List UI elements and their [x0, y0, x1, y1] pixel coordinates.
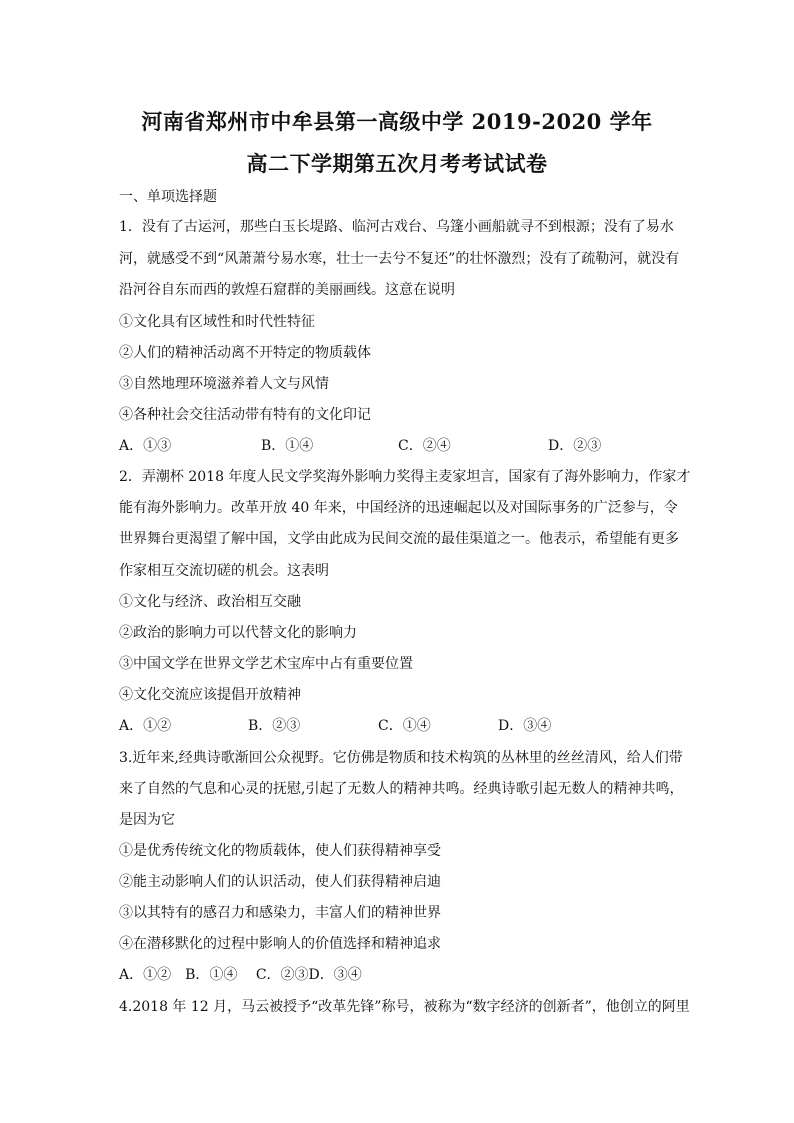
- q1-item: ④各种社会交往活动带有特有的文化印记: [119, 407, 371, 423]
- q2-option-a: A．①②: [119, 718, 172, 734]
- q1-option-c: C．②④: [398, 438, 451, 454]
- q2-stem-line: 能有海外影响力。改革开放 40 年来，中国经济的迅速崛起以及对国际事务的广泛参与，令: [119, 500, 678, 516]
- q1-item: ②人们的精神活动离不开特定的物质载体: [119, 345, 371, 361]
- q1-stem-line: 1．没有了古运河，那些白玉长堤路、临河古戏台、乌篷小画船就寻不到根源；没有了易水: [119, 219, 674, 235]
- q2-stem-line: 作家相互交流切磋的机会。这表明: [119, 563, 329, 579]
- q2-option-c: C．①④: [378, 718, 431, 734]
- q1-option-a: A．①③: [119, 438, 172, 454]
- q3-options: A．①② B．①④ C．②③D．③④: [119, 967, 362, 983]
- q3-item: ②能主动影响人们的认识活动，使人们获得精神启迪: [119, 874, 441, 890]
- q3-item: ④在潜移默化的过程中影响人的价值选择和精神追求: [119, 936, 441, 952]
- q2-item: ④文化交流应该提倡开放精神: [119, 687, 301, 703]
- section-heading: 一、单项选择题: [119, 189, 217, 205]
- q2-stem-line: 2．弄潮杯 2018 年度人民文学奖海外影响力奖得主麦家坦言，国家有了海外影响力，作家才: [119, 469, 691, 485]
- q2-stem-line: 世界舞台更渴望了解中国，文学由此成为民间交流的最佳渠道之一。他表示，希望能有更多: [119, 531, 679, 547]
- exam-title-line1: 河南省郑州市中牟县第一高级中学 2019-2020 学年: [141, 109, 653, 134]
- q1-stem-line: 河，就感受不到“风萧萧兮易水寒，壮士一去兮不复还”的壮怀激烈；没有了疏勒河，就没有: [119, 251, 680, 267]
- q2-item: ②政治的影响力可以代替文化的影响力: [119, 625, 357, 641]
- q2-option-d: D．③④: [498, 718, 552, 734]
- q1-item: ①文化具有区域性和时代性特征: [119, 314, 315, 330]
- q3-item: ③以其特有的感召力和感染力，丰富人们的精神世界: [119, 905, 441, 921]
- q3-stem-line: 是因为它: [119, 812, 175, 828]
- q2-item: ③中国文学在世界文学艺术宝库中占有重要位置: [119, 656, 413, 672]
- q2-option-b: B．②③: [248, 718, 301, 734]
- q3-item: ①是优秀传统文化的物质载体，使人们获得精神享受: [119, 843, 441, 859]
- q2-item: ①文化与经济、政治相互交融: [119, 594, 301, 610]
- q1-option-d: D．②③: [548, 438, 602, 454]
- q4-stem-line: 4.2018 年 12 月，马云被授予“改革先锋”称号，被称为“数字经济的创新者”，他创立的阿里: [119, 999, 690, 1015]
- q1-stem-line: 沿河谷自东而西的敦煌石窟群的美丽画线。这意在说明: [119, 282, 455, 298]
- q1-item: ③自然地理环境滋养着人文与风情: [119, 376, 329, 392]
- q3-stem-line: 来了自然的气息和心灵的抚慰,引起了无数人的精神共鸣。经典诗歌引起无数人的精神共鸣，: [119, 781, 684, 797]
- q3-stem-line: 3.近年来,经典诗歌渐回公众视野。它仿佛是物质和技术构筑的丛林里的丝丝清风，给人们带: [119, 750, 683, 766]
- exam-title-line2: 高二下学期第五次月考考试试卷: [246, 151, 548, 176]
- q1-option-b: B．①④: [261, 438, 314, 454]
